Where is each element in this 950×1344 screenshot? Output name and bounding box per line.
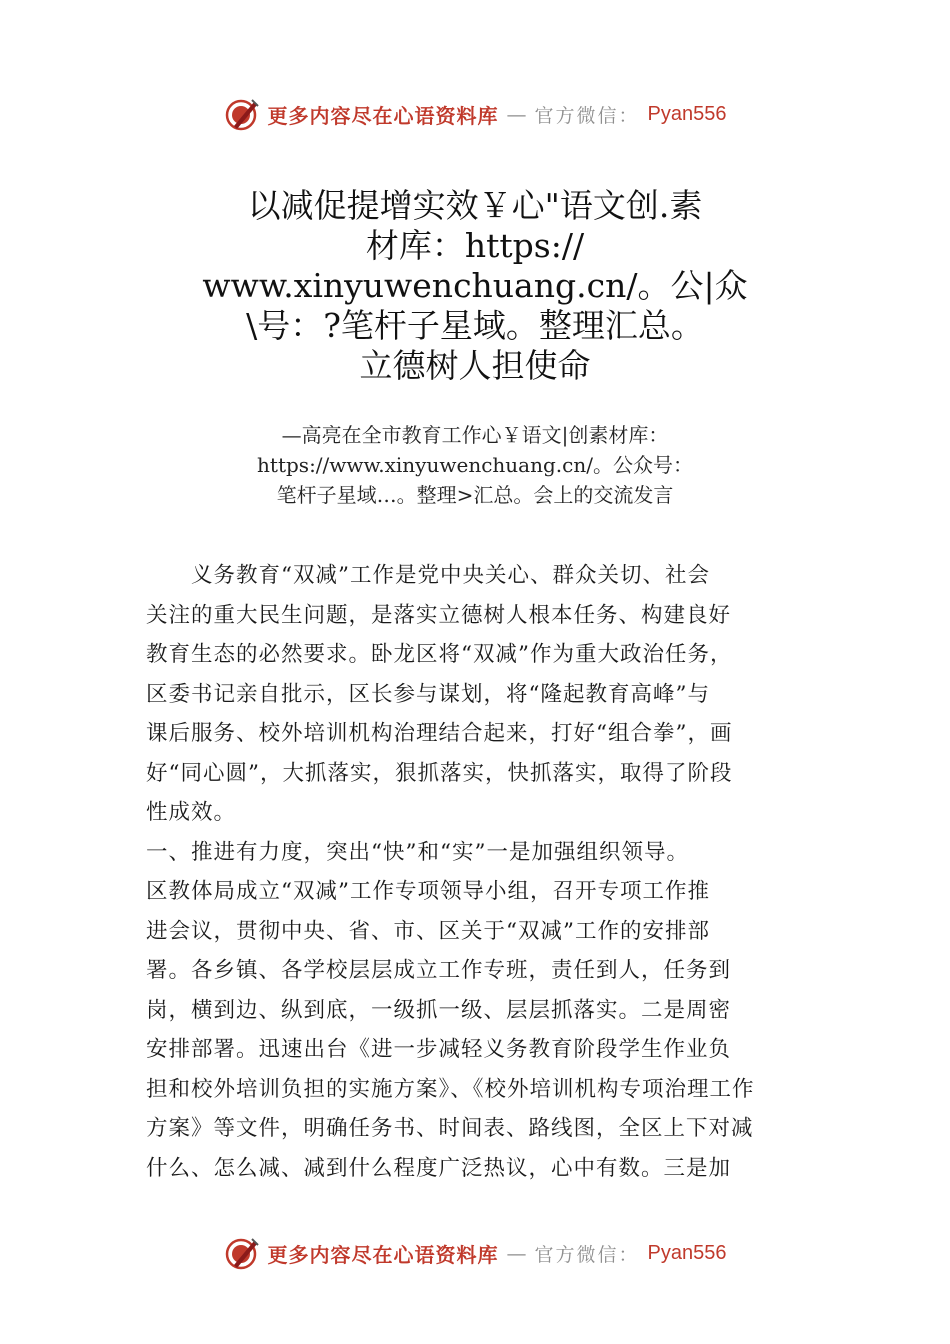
pen-logo-icon <box>224 96 260 132</box>
body-line: 教育生态的必然要求。卧龙区将“双减”作为重大政治任务， <box>146 642 733 667</box>
pen-logo-icon <box>224 1235 260 1271</box>
banner-brand-text: 更多内容尽在心语资料库 <box>267 103 499 128</box>
title-line: \号：?笔杆子星域。整理汇总。 <box>246 306 704 345</box>
body-line: 区教体局成立“双减”工作专项领导小组，召开专项工作推 <box>146 879 710 904</box>
body-line: 担和校外培训负担的实施方案》、《校外培训机构专项治理工作 <box>146 1076 755 1102</box>
body-line: 一、推进有力度，突出“快”和“实”一是加强组织领导。 <box>146 839 689 865</box>
banner-wechat-label: 官方微信： <box>534 1243 640 1266</box>
banner-wechat-id: Pyan556 <box>647 102 727 125</box>
footer-banner <box>0 1233 950 1273</box>
title-line: www.xinyuwenchuang.cn/。公|众 <box>202 266 748 305</box>
subtitle-line: 笔杆子星域…。整理>汇总。会上的交流发言 <box>276 483 674 507</box>
body-line: 性成效。 <box>146 800 237 825</box>
document-subtitle <box>150 420 800 510</box>
subtitle-line: —高亮在全市教育工作心￥语文|创素材库： <box>281 423 669 447</box>
title-line: 以减促提增实效￥心"语文创.素 <box>247 186 703 225</box>
body-text <box>146 556 826 1188</box>
body-line: 什么、怎么减、减到什么程度广泛热议，心中有数。三是加 <box>146 1155 732 1181</box>
title-line: 立德树人担使命 <box>359 346 591 385</box>
banner-separator: — <box>506 102 527 126</box>
body-line: 进会议，贯彻中央、省、市、区关于“双减”工作的安排部 <box>146 918 710 944</box>
header-banner <box>0 94 950 134</box>
body-line: 课后服务、校外培训机构治理结合起来，打好“组合拳”，画 <box>146 721 733 746</box>
subtitle-line: https://www.xinyuwenchuang.cn/。公众号： <box>257 453 693 477</box>
body-line: 岗，横到边、纵到底，一级抓一级、层层抓落实。二是周密 <box>146 997 732 1023</box>
body-line: 署。各乡镇、各学校层层成立工作专班，责任到人，任务到 <box>146 958 732 983</box>
banner-wechat-label: 官方微信： <box>534 104 640 127</box>
body-line: 好“同心圆”，大抓落实，狠抓落实，快抓落实，取得了阶段 <box>146 760 733 786</box>
body-line: 方案》等文件，明确任务书、时间表、路线图，全区上下对减 <box>146 1116 754 1141</box>
body-line: 关注的重大民生问题，是落实立德树人根本任务、构建良好 <box>146 602 732 628</box>
document-title <box>150 186 800 386</box>
banner-brand-text: 更多内容尽在心语资料库 <box>267 1242 499 1267</box>
body-line: 义务教育“双减”工作是党中央关心、群众关切、社会 <box>146 563 710 588</box>
body-line: 安排部署。迅速出台《进一步减轻义务教育阶段学生作业负 <box>146 1037 732 1062</box>
banner-separator: — <box>506 1241 527 1265</box>
title-line: 材库：https:// <box>365 226 585 265</box>
body-line: 区委书记亲自批示，区长参与谋划，将“隆起教育高峰”与 <box>146 681 710 707</box>
banner-wechat-id: Pyan556 <box>647 1241 727 1264</box>
